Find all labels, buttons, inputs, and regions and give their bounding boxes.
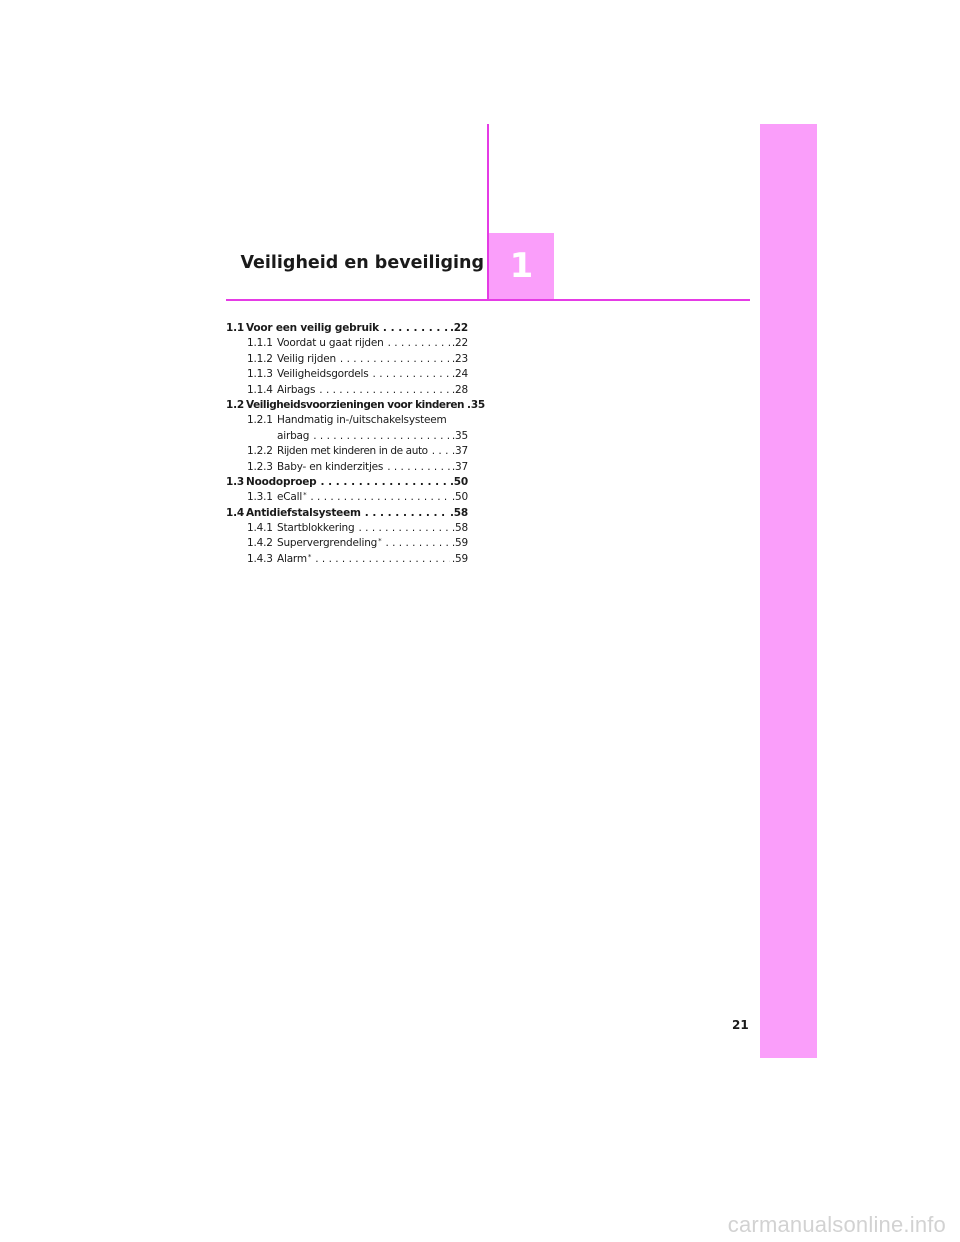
toc-entry-number: 1.1.1 — [247, 337, 273, 350]
toc-entry-number: 1.2.1 — [247, 414, 273, 427]
toc-leader-dots — [383, 321, 448, 336]
toc-entry-title: Handmatig in-/uitschakelsysteem — [277, 414, 447, 427]
toc-entry-1-4[interactable] — [226, 506, 468, 521]
watermark: carmanualsonline.info — [727, 1212, 946, 1237]
toc-entry-number: 1.1.2 — [247, 352, 273, 365]
chapter-title: Veiligheid en beveiliging — [240, 253, 484, 273]
toc-entry-title: Noodoproep — [246, 475, 317, 488]
toc-entry-1-3-1[interactable] — [226, 490, 468, 505]
toc-entry-title — [277, 490, 306, 505]
page-number: 21 — [732, 1018, 749, 1032]
toc-leader-dots — [365, 506, 448, 521]
toc-entry-number: 1.1 — [226, 322, 245, 334]
toc-entry-title: Startblokkering — [277, 522, 355, 535]
toc-entry-1-4-1[interactable] — [226, 521, 468, 536]
toc-entry-1-1-3[interactable] — [226, 367, 468, 382]
toc-entry-number: 1.1.4 — [247, 383, 273, 396]
toc-entry-title: Rijden met kinderen in de auto — [277, 445, 428, 458]
toc-entry-1-4-3[interactable] — [226, 552, 468, 567]
toc-entry-title: Veilig rijden — [277, 352, 336, 365]
toc-entry-1-2-2[interactable] — [226, 444, 468, 459]
toc-entry-title: Voor een veilig gebruik — [246, 322, 379, 334]
toc-entry-page: .58 — [449, 506, 468, 519]
toc-entry-page: .28 — [451, 383, 468, 396]
toc-leader-dots — [340, 352, 450, 367]
toc-entry-page: .35 — [467, 398, 486, 411]
toc-leader-dots — [310, 490, 450, 505]
toc-entry-title: Voordat u gaat rijden — [277, 337, 384, 350]
toc-entry-1-4-2[interactable] — [226, 536, 468, 551]
toc-entry-1-2[interactable] — [226, 398, 486, 413]
toc-entry-page: .22 — [451, 337, 468, 350]
toc-entry-page: .50 — [451, 491, 468, 504]
toc-entry-title: Baby- en kinderzitjes — [277, 460, 384, 473]
chapter-number: 1 — [509, 246, 534, 286]
toc-leader-dots — [358, 521, 449, 536]
toc-entry-number: 1.4.3 — [247, 552, 273, 565]
toc-entry-page: .59 — [451, 537, 468, 550]
toc-leader-dots — [373, 367, 450, 382]
asterisk-marker: * — [378, 537, 382, 546]
toc-entry-page: .37 — [451, 445, 468, 458]
asterisk-marker: * — [307, 552, 312, 561]
toc-entry-number: 1.4 — [226, 506, 245, 519]
toc-entry-number: 1.3.1 — [247, 491, 273, 504]
toc-entry-title — [277, 536, 381, 551]
toc-entry-page: .35 — [451, 429, 468, 442]
toc-entry-title — [277, 552, 311, 567]
toc-entry-number: 1.4.2 — [247, 537, 273, 550]
toc-entry-number: 1.4.1 — [247, 522, 273, 535]
toc-entry-page: .23 — [451, 352, 468, 365]
toc-entry-1-2-3[interactable] — [226, 460, 468, 475]
toc-entry-page: .59 — [451, 552, 468, 565]
toc-leader-dots — [313, 429, 450, 444]
toc-leader-dots — [315, 552, 450, 567]
toc-entry-page: .50 — [449, 475, 468, 488]
toc-entry-title-text: Supervergrendeling — [277, 537, 378, 550]
toc-entry-1-1[interactable] — [226, 321, 468, 336]
toc-entry-title-continued: airbag — [277, 429, 310, 442]
header-horizontal-rule — [226, 299, 750, 301]
chapter-side-tab — [760, 124, 817, 1058]
toc-entry-title-text: Alarm — [277, 552, 307, 565]
toc-entry-1-2-1[interactable] — [226, 413, 468, 428]
chapter-number-box — [489, 233, 554, 299]
toc-entry-number: 1.3 — [226, 475, 245, 488]
toc-leader-dots — [388, 336, 450, 351]
toc-entry-number: 1.2.2 — [247, 445, 273, 458]
toc-entry-1-3[interactable] — [226, 475, 468, 490]
table-of-contents — [226, 321, 486, 567]
toc-leader-dots — [385, 536, 449, 551]
toc-entry-1-1-4[interactable] — [226, 383, 468, 398]
toc-entry-1-1-2[interactable] — [226, 352, 468, 367]
toc-entry-title-text: eCall — [277, 491, 303, 504]
toc-entry-1-2-1-continued[interactable] — [226, 429, 468, 444]
toc-entry-number: 1.2 — [226, 398, 245, 411]
toc-leader-dots — [321, 475, 448, 490]
toc-entry-page: .58 — [451, 522, 468, 535]
toc-entry-title: Veiligheidsvoorzieningen voor kinderen — [246, 398, 465, 411]
toc-entry-title: Antidiefstalsysteem — [246, 506, 361, 519]
toc-entry-number: 1.2.3 — [247, 460, 273, 473]
toc-entry-number: 1.1.3 — [247, 368, 273, 381]
toc-entry-title: Veiligheidsgordels — [277, 368, 369, 381]
toc-entry-page: .22 — [449, 322, 468, 334]
toc-entry-page: .37 — [451, 460, 468, 473]
asterisk-marker: * — [303, 491, 307, 500]
toc-leader-dots — [387, 460, 450, 475]
toc-entry-page: .24 — [451, 368, 468, 381]
toc-leader-dots — [432, 444, 450, 459]
toc-leader-dots — [319, 383, 450, 398]
toc-entry-1-1-1[interactable] — [226, 336, 468, 351]
toc-entry-title: Airbags — [277, 383, 316, 396]
